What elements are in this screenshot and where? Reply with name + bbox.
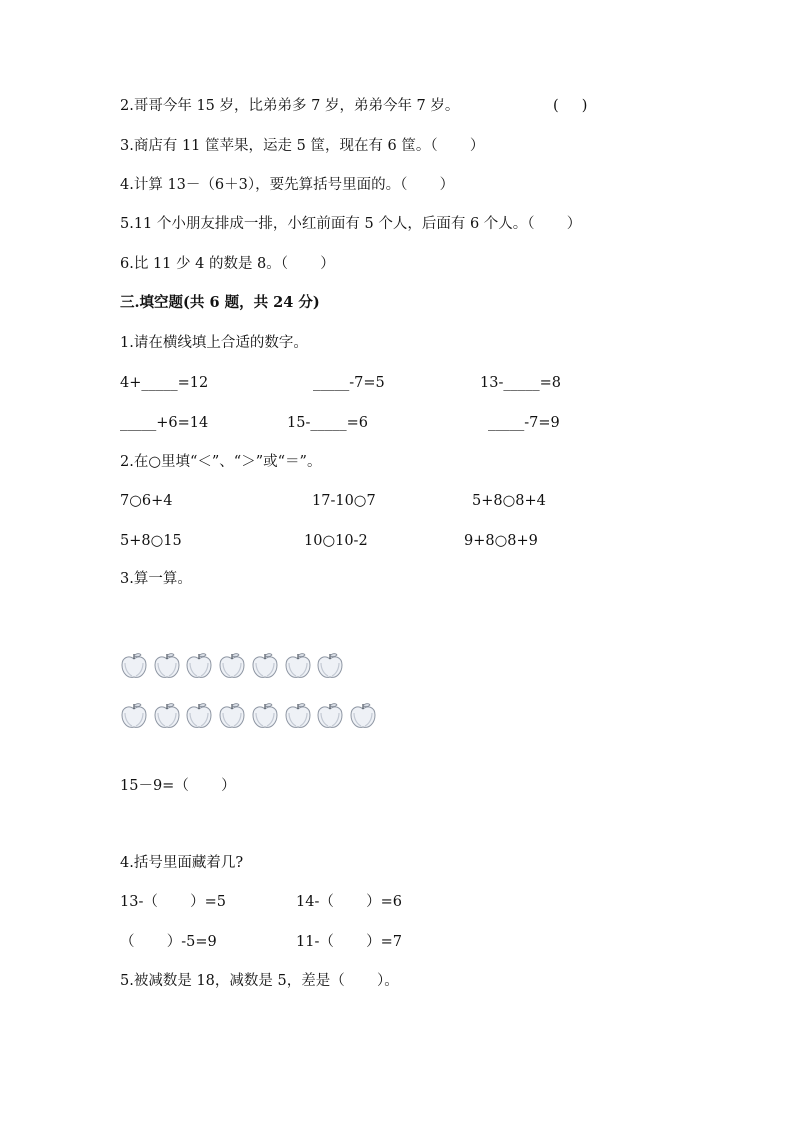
fill-q5[interactable]: 5.被减数是 18，减数是 5，差是（ ）。 (120, 973, 399, 989)
apple-icon (250, 651, 280, 681)
apple-icon (184, 701, 214, 731)
fill-q1-item[interactable]: _____-7=9 (488, 415, 560, 431)
hidden-number-item[interactable]: 11-（ ）=7 (296, 934, 402, 950)
apple-icon (315, 701, 345, 731)
compare-item[interactable]: 5+8○8+4 (472, 493, 546, 509)
fill-q3-equation[interactable]: 15－9=（ ） (120, 778, 236, 794)
fill-q1-item[interactable]: 4+_____=12 (120, 375, 209, 391)
apple-icon (217, 701, 247, 731)
fill-q2-title: 2.在○里填“＜”、“＞”或“＝”。 (120, 454, 322, 470)
judge-question-5: 5.11 个小朋友排成一排，小红前面有 5 个人，后面有 6 个人。（ ） (120, 216, 582, 232)
apple-icon (315, 651, 345, 681)
fill-q3-title: 3.算一算。 (120, 571, 192, 587)
fill-q1-item[interactable]: _____+6=14 (120, 415, 209, 431)
compare-item[interactable]: 10○10-2 (304, 533, 368, 549)
judge-question-4: 4.计算 13－（6＋3），要先算括号里面的。（ ） (120, 177, 455, 193)
apple-icon (119, 651, 149, 681)
apple-icon (348, 701, 378, 731)
fill-q1-item[interactable]: _____-7=5 (313, 375, 385, 391)
hidden-number-item[interactable]: 14-（ ）=6 (296, 894, 402, 910)
apple-icon (217, 651, 247, 681)
apple-icon (184, 651, 214, 681)
apple-icon (283, 701, 313, 731)
hidden-number-item[interactable]: 13-（ ）=5 (120, 894, 226, 910)
apple-row-top (119, 651, 359, 683)
apple-row-bottom (119, 701, 389, 733)
fill-q1-title: 1.请在横线填上合适的数字。 (120, 335, 308, 351)
section-3-heading: 三.填空题(共 6 题，共 24 分) (120, 294, 320, 311)
compare-item[interactable]: 5+8○15 (120, 533, 182, 549)
apple-icon (250, 701, 280, 731)
apple-icon (119, 701, 149, 731)
fill-q4-title: 4.括号里面藏着几? (120, 855, 244, 871)
fill-q1-item[interactable]: 13-_____=8 (480, 375, 561, 391)
judge-question-2-answer-blank[interactable]: ( ) (553, 98, 588, 114)
judge-question-3: 3.商店有 11 筐苹果，运走 5 筐，现在有 6 筐。（ ） (120, 138, 485, 154)
compare-item[interactable]: 7○6+4 (120, 493, 173, 509)
apple-icon (152, 651, 182, 681)
judge-question-2: 2.哥哥今年 15 岁，比弟弟多 7 岁，弟弟今年 7 岁。 (120, 98, 460, 114)
apple-icon (283, 651, 313, 681)
apple-icon (152, 701, 182, 731)
hidden-number-item[interactable]: （ ）-5=9 (120, 934, 217, 950)
judge-question-6: 6.比 11 少 4 的数是 8。（ ） (120, 256, 335, 272)
compare-item[interactable]: 17-10○7 (312, 493, 376, 509)
fill-q1-item[interactable]: 15-_____=6 (287, 415, 368, 431)
compare-item[interactable]: 9+8○8+9 (464, 533, 538, 549)
